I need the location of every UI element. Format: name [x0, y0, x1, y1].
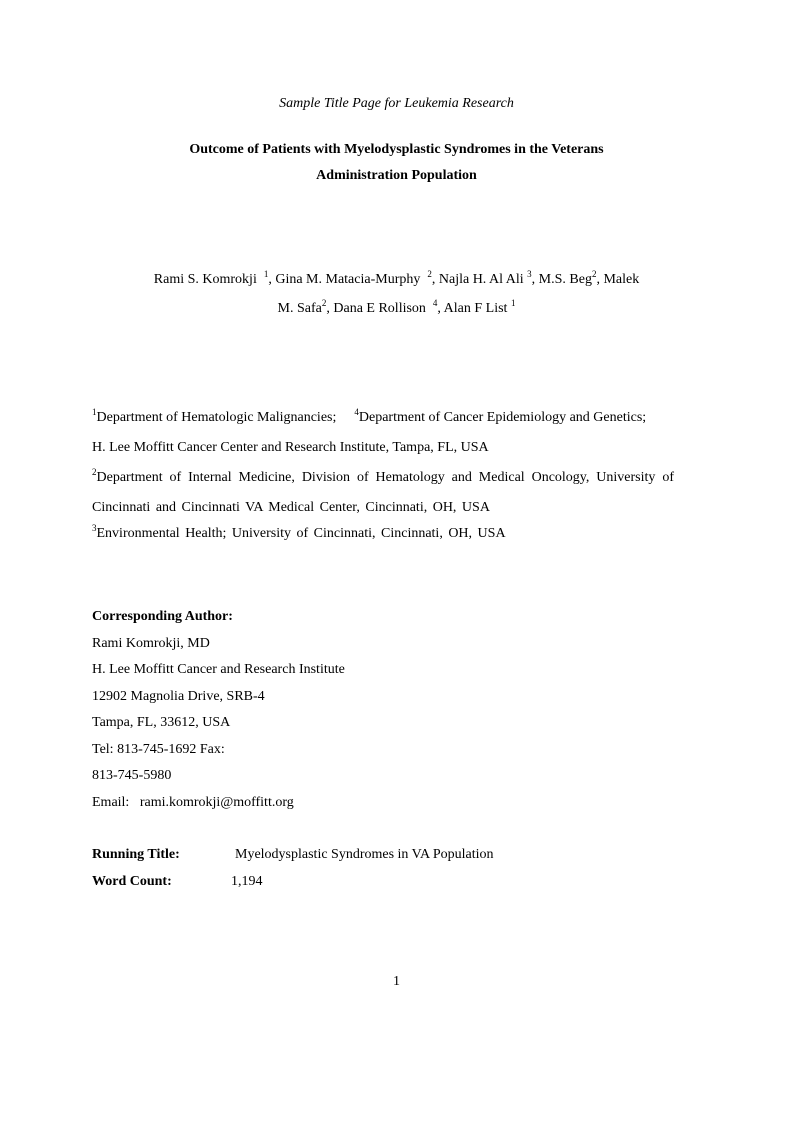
author-affiliation-sup: 2 [321, 298, 327, 308]
affiliation-sup: 3 [92, 523, 97, 533]
author-separator: , [437, 301, 444, 316]
corresponding-email-line [92, 795, 294, 811]
affiliation-text: Department of Hematologic Malignancies; [96, 410, 337, 425]
author-separator: , [431, 272, 439, 287]
author-separator: , Malek [596, 272, 640, 287]
corresponding-fax: 813-745-5980 [92, 768, 172, 783]
author-affiliation-sup: 2 [591, 269, 597, 279]
affiliation-2-line-2: Cincinnati and Cincinnati VA Medical Center, Cincinnati, OH, USA [92, 500, 490, 515]
affiliation-text: Department of Cancer Epidemiology and Genetics; [358, 410, 647, 425]
author-name: M. Safa [277, 301, 322, 316]
author-name: Najla H. Al Ali [438, 272, 524, 287]
author-affiliation-sup: 4 [432, 298, 438, 308]
affiliation-1-line-2: H. Lee Moffitt Cancer Center and Research Institute, Tampa, FL, USA [92, 440, 489, 455]
affiliation-3 [92, 523, 506, 542]
affiliation-sup: 4 [354, 407, 359, 417]
author-name: Gina M. Matacia-Murphy [275, 272, 421, 287]
author-separator: , [531, 272, 539, 287]
affiliation-text: Environmental Health; University of Cincinnati, Cincinnati, OH, USA [96, 526, 506, 541]
affiliation-1-4 [92, 407, 647, 426]
email-label: Email: [92, 795, 130, 810]
paper-title-line-1: Outcome of Patients with Myelodysplastic Syndromes in the Veterans [189, 142, 604, 157]
author-affiliation-sup: 3 [527, 269, 532, 279]
corresponding-institute: H. Lee Moffitt Cancer and Research Institute [92, 662, 345, 677]
author-affiliation-sup: 1 [510, 298, 516, 308]
corresponding-address: 12902 Magnolia Drive, SRB-4 [92, 689, 265, 704]
author-affiliation-sup: 2 [427, 269, 432, 279]
corresponding-city: Tampa, FL, 33612, USA [92, 715, 231, 730]
affiliation-sup: 2 [92, 467, 97, 477]
corresponding-tel: Tel: 813-745-1692 Fax: [92, 742, 225, 757]
affiliation-2-line-1 [92, 467, 674, 486]
author-line-1 [0, 269, 793, 288]
author-name: Alan F List [443, 301, 508, 316]
author-separator: , [326, 301, 334, 316]
email-link[interactable]: rami.komrokji@moffitt.org [139, 795, 294, 810]
word-count-line [92, 874, 263, 890]
author-name: M.S. Beg [538, 272, 592, 287]
author-affiliation-sup: 1 [263, 269, 269, 279]
corresponding-heading: Corresponding Author: [92, 609, 233, 624]
affiliation-sup: 1 [92, 407, 97, 417]
author-name: Rami S. Komrokji [153, 272, 257, 287]
word-count-label: Word Count: [92, 874, 172, 889]
corresponding-name: Rami Komrokji, MD [92, 636, 210, 651]
author-name: Dana E Rollison [333, 301, 426, 316]
sample-title: Sample Title Page for Leukemia Research [279, 96, 514, 111]
page-number: 1 [393, 974, 400, 989]
running-title-label: Running Title: [92, 847, 180, 862]
running-title-value: Myelodysplastic Syndromes in VA Population [235, 847, 494, 862]
running-title-line [92, 847, 494, 863]
author-line-2 [0, 298, 793, 317]
author-separator: , [268, 272, 276, 287]
word-count-value: 1,194 [231, 874, 263, 889]
affiliation-text: Department of Internal Medicine, Division of Hematology and Medical Oncology, University of [96, 470, 674, 485]
paper-title-line-2: Administration Population [316, 168, 477, 183]
